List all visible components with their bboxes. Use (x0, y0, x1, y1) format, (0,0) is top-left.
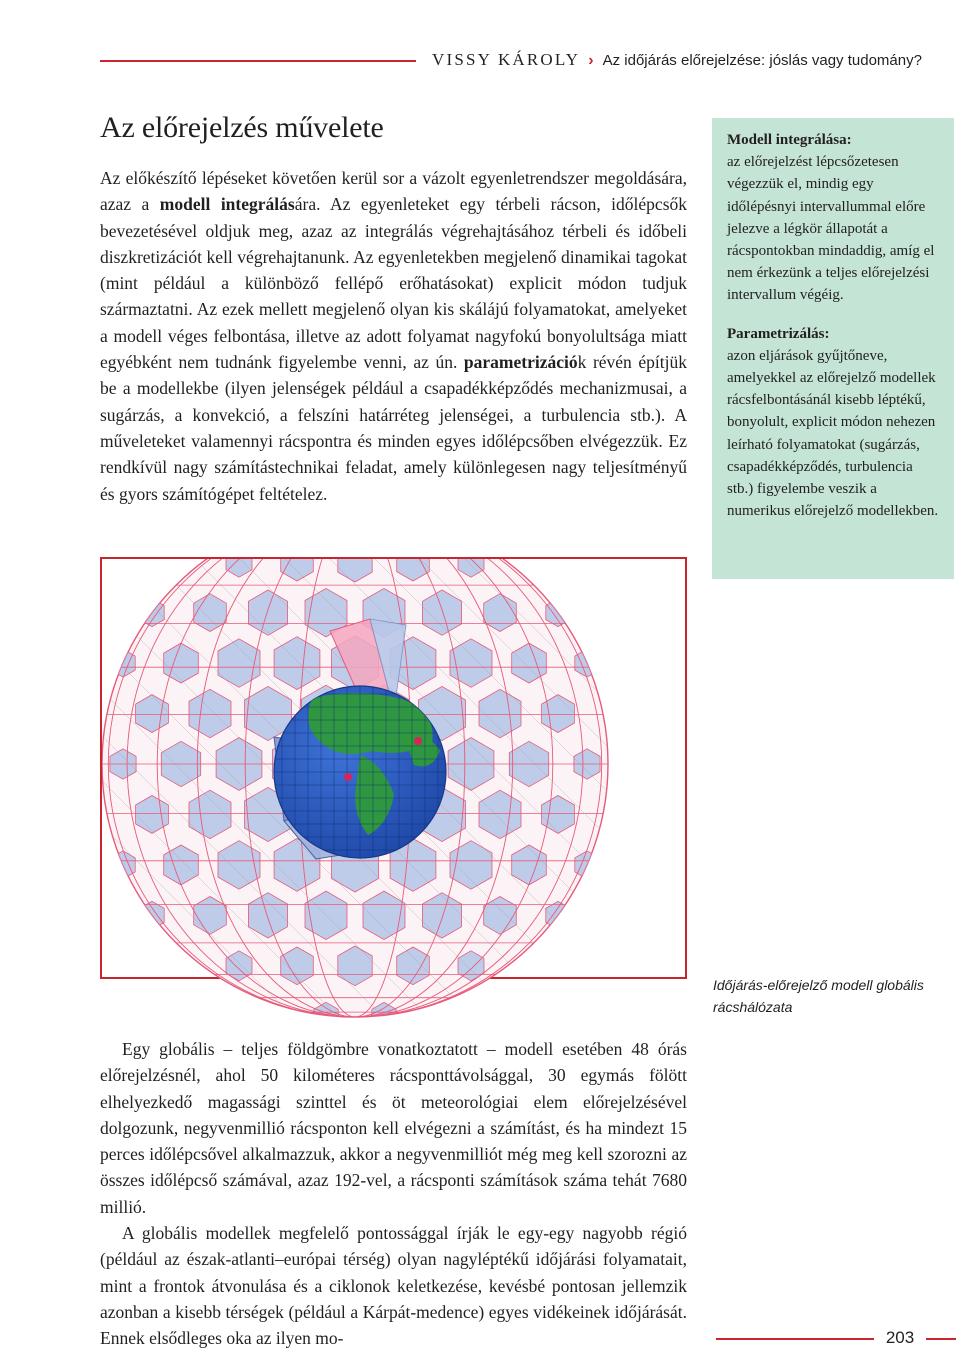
text-run: k révén építjük be a modellekbe (ilyen jelenségek például a csapadékképződés mechanizmusai, a sugárzás, a konvekció, a felszíni határréteg jelenségei, a turbulencia stb.). A műveleteket valamennyi rácspontra és minden egyes időlépcsőben elvégezzük. Ez rendkívül nagy számítástechnikai feladat, amely különlegesen nagy teljesítményű és gyors számítógépet feltételez. (100, 352, 687, 504)
figure-frame (100, 557, 687, 979)
text-run: ára. Az egyenleteket egy térbeli rácson, időlépcsők bevezetésével oldjuk meg, azaz az integrálás végrehajtásához térbeli és időbeli diszkretizációt kell végrehajtanunk. Az egyenletekben megjelenő dinamikai tagokat (mint például a különböző fellépő erőhatásokat) explicit módon tudjuk származtatni. Az ezek mellett megjelenő olyan kis skálájú folyamatokat, amelyeket a modell véges felbontása, illetve az adott folyamat nagyfokú bonyolultsága miatt egyébként nem tudnánk figyelembe venni, az ún. (100, 194, 688, 373)
body-paragraph: A globális modellek megfelelő pontossággal írják le egy-egy nagyobb régió (például az észak-atlanti–európai térség) olyan nagyléptékű időjárási folyamatait, mint a frontok átvonulása és a ciklonok keletkezése, kevésbé pontosan jellemzik azonban a kisebb térségek (például a Kárpát-medence) egyes vidékeinek időjárását. Ennek elsődleges oka az ilyen mo- (100, 1223, 687, 1349)
glossary-sidebar (712, 118, 954, 579)
header-book-title: Az időjárás előrejelzése: jóslás vagy tudomány? (602, 52, 922, 69)
page-number-rule-right (926, 1338, 956, 1340)
header-separator-icon: › (588, 52, 594, 69)
intro-paragraph (100, 165, 687, 507)
page-number-rule-left (716, 1338, 874, 1340)
grid-cell (604, 700, 628, 728)
grid-cell (256, 1002, 280, 1030)
grid-cell (604, 800, 628, 828)
grid-cell (430, 1002, 454, 1030)
running-header (432, 50, 922, 71)
figure-caption: Időjárás-előrejelző modell globális rácshálózata (713, 977, 924, 1015)
glossary-term: Modell integrálása: (727, 132, 852, 148)
bold-term: parametrizáció (463, 352, 578, 373)
intro-text (100, 165, 687, 507)
sidebar-gap (727, 307, 940, 323)
lower-text (100, 1036, 687, 1352)
earth-marker (414, 737, 422, 745)
glossary-term: Parametrizálás: (727, 325, 830, 342)
global-grid-sphere-image (102, 559, 685, 1119)
section-title: Az előrejelzés művelete (100, 111, 384, 144)
bold-term: modell integrálás (159, 194, 295, 215)
header-rule (100, 60, 416, 62)
header-author: VISSY KÁROLY (432, 50, 581, 69)
body-paragraph: Egy globális – teljes földgömbre vonatkoztatott – modell esetében 48 órás előrejelzésnél, ahol 50 kilométeres rácsponttávolsággal, 30 egymás fölött elhelyezkedő magassági szinttel és öt meteorológiai elem előrejelzésével dolgozunk, negyvenmillió rácsponton kell elvégezni a számítást, és ha mindezt 15 perces időlépcsővel alkalmazzuk, akkor a negyvenmilliót még meg kell szorozni az összes időlépcső számával, azaz 192-vel, a rácsponti számítások száma tehát 7680 millió. (100, 1039, 687, 1217)
glossary-definition: azon eljárások gyűjtőneve, amelyekkel az előrejelző modellek rácsfelbontásánál kisebb léptékű, bonyolult, explicit módon nehezen leírható folyamatokat (sugárzás, csapadékképződés, turbulencia stb.) figyelembe veszik a numerikus előrejelző modellekben. (727, 347, 939, 520)
earth-marker (344, 773, 352, 781)
text-run: Az előkészítő lépéseket követően kerül sor a vázolt egyenletrendszer megoldására, azaz a (100, 168, 687, 215)
page-number: 203 (885, 1328, 915, 1347)
glossary-definition: az előrejelzést lépcsőzetesen végezzük el, mindig egy időlépésnyi intervallummal előre jelezve a légkör állapotát a rácspontokban mindaddig, amíg el nem érkezünk a teljes előrejelzési intervallum végéig. (727, 154, 935, 304)
